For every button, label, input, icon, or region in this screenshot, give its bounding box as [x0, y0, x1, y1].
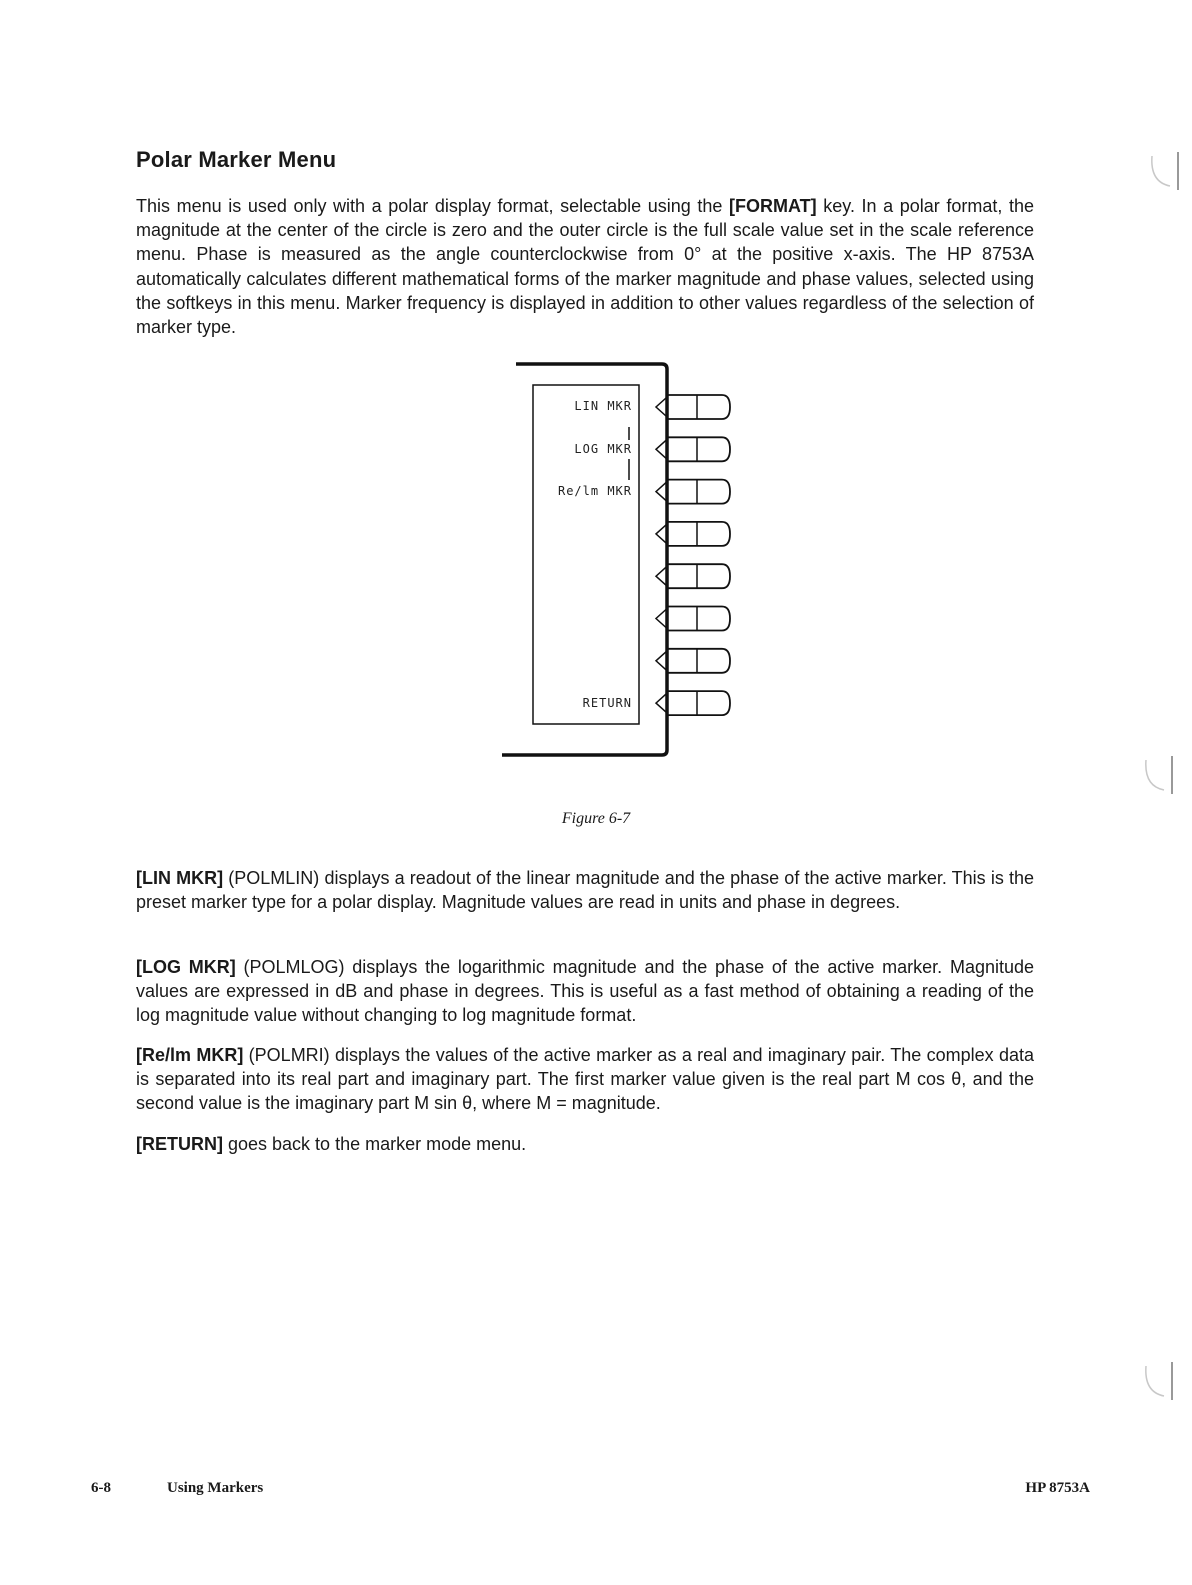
format-key: [FORMAT] [729, 196, 817, 216]
softkey-pointer-icon [656, 440, 666, 458]
softkey-pointer-icon [656, 567, 666, 585]
page-number: 6-8 [91, 1480, 111, 1496]
lin-mkr-key: [LIN MKR] [136, 868, 224, 888]
softkey-button-body [668, 395, 730, 419]
softkey-pointer-icon [656, 610, 666, 628]
softkey-button-body [668, 607, 730, 631]
softkey-menu-figure [500, 362, 740, 760]
menu-display-box [533, 385, 639, 724]
softkey-pointer-icon [656, 483, 666, 501]
section-title: Using Markers [167, 1480, 264, 1496]
log-mkr-key: [LOG MKR] [136, 957, 236, 977]
binder-hole-mark [1148, 148, 1184, 194]
reim-mkr-description: [Re/lm MKR] (POLMRI) displays the values of the active marker as a real and imaginary pair. The complex data is separated into its real part and imaginary part. The first marker value given is the real part M cos θ, and the second value is the imaginary part M sin θ, where M = magnitude. [136, 1045, 1035, 1114]
log-mkr-description: [LOG MKR] (POLMLOG) displays the logarithmic magnitude and the phase of the active marker. Magnitude values are expressed in dB and phase in degrees. This is useful as a fast method of obtaining a reading of the log magnitude value without changing to log magnitude format. [136, 957, 1035, 1026]
softkey-label: RETURN [582, 696, 632, 710]
softkey-button-body [668, 480, 730, 504]
softkey-button-body [668, 522, 730, 546]
softkey-label: LOG MKR [574, 442, 632, 456]
softkey-button-body [668, 564, 730, 588]
softkey-pointer-icon [656, 398, 666, 416]
reim-mkr-key: [Re/lm MKR] [136, 1045, 244, 1065]
instrument-model: HP 8753A [1025, 1480, 1090, 1496]
softkey-pointer-icon [656, 652, 666, 670]
softkey-button-body [668, 649, 730, 673]
page-heading: Polar Marker Menu [136, 147, 337, 172]
binder-hole-mark [1142, 1358, 1178, 1404]
softkey-label: Re/lm MKR [557, 484, 632, 498]
softkey-pointer-icon [656, 525, 666, 543]
softkey-label: LIN MKR [574, 399, 632, 413]
figure-caption: Figure 6-7 [561, 810, 631, 827]
softkey-button-body [668, 437, 730, 461]
softkey-button-body [668, 691, 730, 715]
binder-hole-mark [1142, 752, 1178, 798]
softkey-pointer-icon [656, 694, 666, 712]
lin-mkr-description: [LIN MKR] (POLMLIN) displays a readout of the linear magnitude and the phase of the active marker. This is the preset marker type for a polar display. Magnitude values are read in units and phase in degrees. [136, 868, 1034, 913]
intro-paragraph: This menu is used only with a polar display format, selectable using the [FORMAT] key. In a polar format, the magnitude at the center of the circle is zero and the outer circle is the full scale value set in the scale reference menu. Phase is measured as the angle counterclockwise from 0° at the positive x-axis. The HP 8753A automatically calculates different mathematical forms of the marker magnitude and phase values, selected using the softkeys in this menu. Marker frequency is displayed in addition to other values regardless of the selection of marker type. [136, 196, 1035, 338]
return-key: [RETURN] [136, 1134, 223, 1154]
return-description: [RETURN] goes back to the marker mode menu. [136, 1134, 527, 1154]
